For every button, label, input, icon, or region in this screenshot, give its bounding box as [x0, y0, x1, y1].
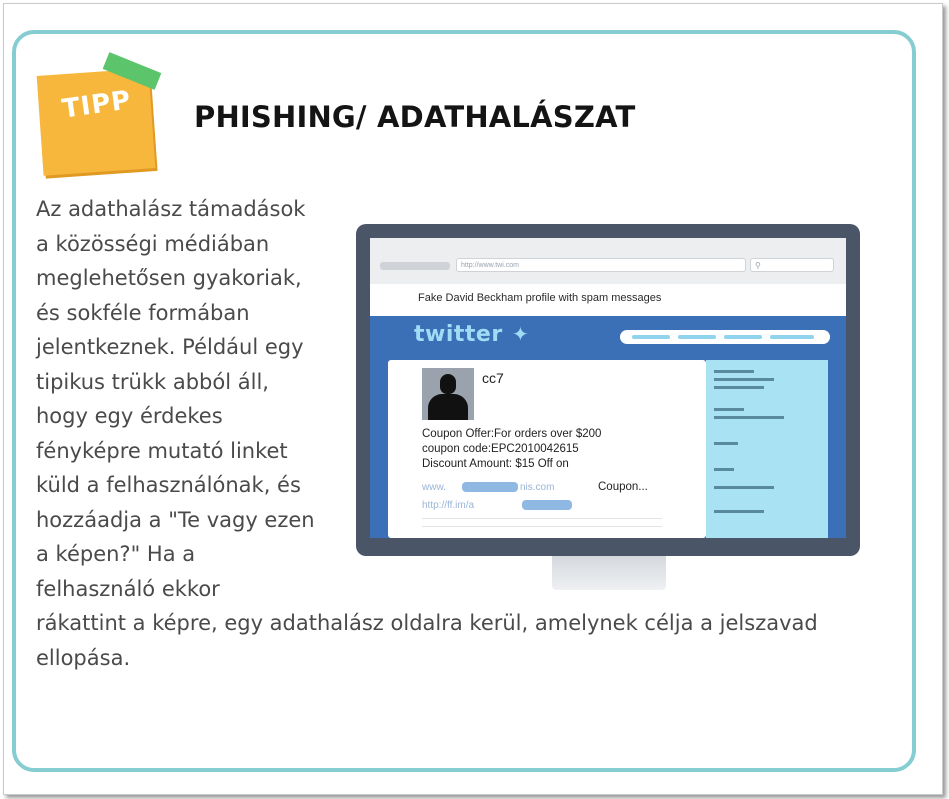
- address-bar: http://www.twi.com: [456, 258, 746, 272]
- avatar: [422, 368, 474, 420]
- tipp-sticky-note: [40, 62, 158, 172]
- body-line: Az adathalász támadások: [36, 197, 306, 221]
- twitter-bird-icon: ✦: [512, 324, 529, 346]
- nav-item: [632, 335, 670, 339]
- tweet-handle: cc7: [482, 370, 504, 386]
- body-line: jelentkeznek. Például egy: [36, 335, 304, 359]
- coupon-text: Coupon...: [598, 481, 648, 493]
- body-line: rákattint a képre, egy adathalász oldalra kerül, amelynek célja a jelszavad: [36, 611, 818, 635]
- screen-caption: Fake David Beckham profile with spam messages: [418, 292, 662, 304]
- sticky-note-paper: [37, 68, 156, 176]
- body-line: hogy egy érdekes: [36, 404, 223, 428]
- tweet-line: Coupon Offer:For orders over $200: [422, 428, 602, 440]
- body-line: hozzáadja a "Te vagy ezen: [36, 507, 315, 532]
- side-panel: [706, 360, 828, 538]
- body-line: a képen?" Ha a: [36, 542, 196, 566]
- body-line: felhasználó ekkor: [36, 576, 220, 601]
- nav-item: [678, 335, 716, 339]
- body-line: tipikus trükk abból áll,: [36, 369, 269, 394]
- monitor-screen: [370, 238, 846, 538]
- twitter-logo: twitter: [414, 322, 503, 347]
- spam-link-2: http://ff.im/a: [422, 500, 475, 511]
- divider: [422, 526, 662, 527]
- twitter-nav: [620, 330, 830, 344]
- search-icon: ⚲: [750, 258, 834, 272]
- body-line: küld a felhasználónak, és: [36, 473, 301, 497]
- page-title: PHISHING/ ADATHALÁSZAT: [194, 100, 636, 134]
- spam-link: www.: [422, 482, 446, 493]
- browser-tab: [380, 262, 450, 270]
- tweet-line: Discount Amount: $15 Off on: [422, 458, 569, 470]
- nav-item: [770, 335, 814, 339]
- tweet-line: coupon code:EPC2010042615: [422, 443, 579, 455]
- nav-item: [724, 335, 762, 339]
- body-line: fényképre mutató linket: [36, 438, 288, 463]
- tipp-label: TIPP: [60, 85, 134, 125]
- monitor-stand: [552, 556, 666, 590]
- body-line: meglehetősen gyakoriak,: [36, 266, 302, 290]
- body-line: ellopása.: [36, 645, 131, 670]
- blurred-link-2: [522, 500, 572, 510]
- body-line: a közösségi médiában: [36, 231, 270, 256]
- body-line: és sokféle formában: [36, 300, 250, 325]
- blurred-link: [462, 482, 518, 492]
- spam-link-suffix: nis.com: [520, 482, 555, 493]
- divider: [422, 518, 662, 519]
